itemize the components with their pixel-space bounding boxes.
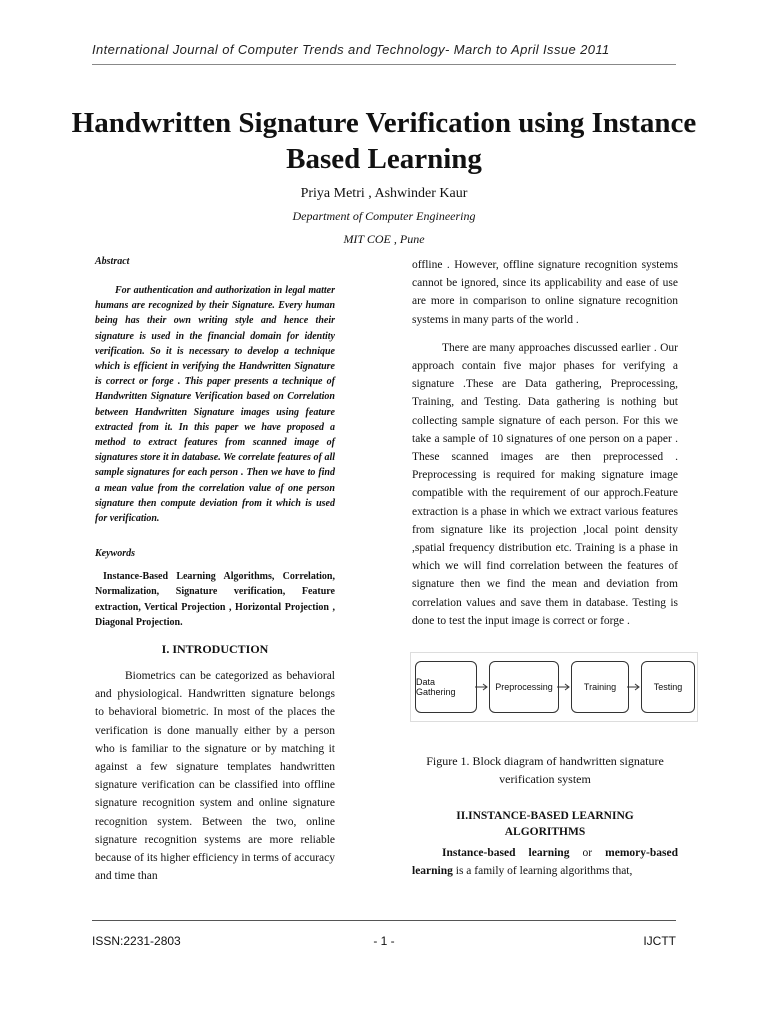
left-column <box>95 256 335 886</box>
paragraph-approach: There are many approaches discussed earlier . Our approach contain five major phases for verifying a signature .These are Data gathering, Preprocessing, Training, and Testing. Data gathering is nothing but collecting sample signature of each person. For this we take a sample of 10 signatures of one person on a paper . These scanned images are then preprocessed . Preprocessing is required for making signature image compatible with the requirement of our approch.Feature extraction is a phase in which we extract various features from signature like its projection ,local point density ,spatial frequency distribution etc. Training is a phase in which we will find correlation between the features of signature then we find the mean and deviation from correlation values and save them in database. Testing is done to test the input image is correct or forge . <box>412 341 678 627</box>
institution: MIT COE , Pune <box>343 232 425 246</box>
introduction-text: Biometrics can be categorized as behavioral and physiological. Handwritten signature belongs to behavioral biometric. In most of the places the verification is done manually either by a person who is familiar to the signature or by matching it against a few signature templates handwritten signature verification can be classified into offline signature recognition system and online signature recognition system. Between the two, online signature recognition systems are more reliable because of its higher efficiency in terms of accuracy and time than <box>95 670 335 883</box>
figure-caption: Figure 1. Block diagram of handwritten signature verification system <box>426 754 664 787</box>
connector-text: or <box>569 847 606 860</box>
footer-issn: ISSN:2231-2803 <box>92 934 181 948</box>
department: Department of Computer Engineering <box>292 209 476 223</box>
right-column <box>412 256 683 880</box>
arrow-icon <box>557 683 571 691</box>
arrow-icon <box>627 683 641 691</box>
diagram-box-training: Training <box>571 661 629 713</box>
journal-header: International Journal of Computer Trends and Technology- March to April Issue 2011 <box>92 42 610 57</box>
section2-heading <box>412 808 678 840</box>
paper-title: Handwritten Signature Verification using Instance Based Learning <box>71 107 697 175</box>
diagram-box-testing: Testing <box>641 661 695 713</box>
block-diagram <box>410 652 698 722</box>
header-rule <box>92 64 676 65</box>
term-memory-based: memory-based learning <box>412 847 678 878</box>
section2-rest: is a family of learning algorithms that, <box>452 865 633 878</box>
introduction-heading: I. INTRODUCTION <box>161 642 269 657</box>
abstract-heading: Abstract <box>95 256 130 267</box>
authors: Priya Metri , Ashwinder Kaur <box>300 186 468 201</box>
keywords-text: Instance-Based Learning Algorithms, Correlation, Normalization, Signature verification, Feature extraction, Vertical Projection , Horizontal Projection , Diagonal Projection. <box>95 571 335 628</box>
term-instance-based: Instance-based learning <box>442 847 570 860</box>
abstract-text: For authentication and authorization in legal matter humans are recognized by their Signature. Every human being has their own writing style and hence their signature is used in the financial domain for identity verification. So it is necessary to develop a technique which is efficient in verifying the Handwritten Signature is correct or forge . This paper presents a technique of Handwritten Signature Verification based on Correlation between Handwritten Signature images using feature extracted from it. In this paper we have proposed a method to extract features from scanned image of signatures store it in database. We correlate features of all sample signatures for each person . Then we have to find a mean value from the correlation value of one person signature then compute deviation from it which is used for verification. <box>95 285 335 525</box>
paragraph-offline: offline . However, offline signature recognition systems cannot be ignored, since its applicability and ease of use are more in comparison to online signature recognition systems in many parts of the world . <box>412 259 678 326</box>
section2-heading-line2: ALGORITHMS <box>504 826 586 839</box>
footer-rule <box>92 920 676 921</box>
page-number: - 1 - <box>373 934 395 948</box>
arrow-icon <box>475 683 489 691</box>
section2-text <box>412 844 678 880</box>
diagram-box-preprocessing: Preprocessing <box>489 661 559 713</box>
keywords-heading: Keywords <box>95 548 135 560</box>
footer-journal: IJCTT <box>643 934 676 948</box>
section2-heading-line1: II.INSTANCE-BASED LEARNING <box>456 810 634 823</box>
diagram-box-data-gathering: Data Gathering <box>415 661 477 713</box>
